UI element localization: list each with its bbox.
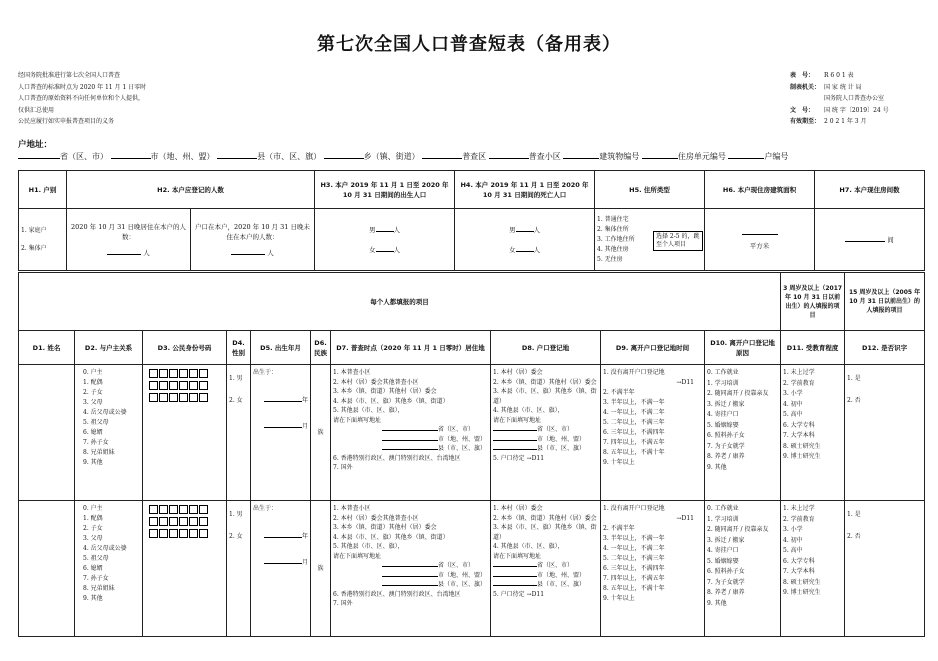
- d2-option: 8. 兄弟姐妹: [83, 449, 115, 456]
- d11-option: 7. 大学本科: [783, 432, 815, 439]
- age3-header: 3 周岁及以上（2017 年 10 月 31 日以前出生）的人填报的项目: [781, 273, 845, 331]
- d8-option: 5. 户口待定 →D11: [493, 590, 545, 598]
- d8-addr-label: 县（市、区、旗）: [537, 581, 586, 588]
- d8-addr-label: 市（地、州、盟）: [537, 435, 586, 443]
- h5-cell[interactable]: [595, 209, 705, 271]
- d11-option: 3. 小学: [783, 390, 803, 397]
- d9-skip: →D11: [676, 379, 694, 386]
- d2-cell[interactable]: [75, 501, 143, 637]
- d11-option: 8. 硕士研究生: [783, 442, 821, 450]
- d11-option: 2. 学前教育: [783, 379, 815, 387]
- meta-key: 表 号：: [790, 72, 815, 79]
- h5-option: 2. 集体住所: [597, 225, 629, 233]
- address-province-field[interactable]: [18, 151, 60, 159]
- h1-option: 2. 集体户: [21, 244, 47, 252]
- d12-header: D12. 是否识字: [845, 331, 925, 365]
- d10-option: 7. 为子女就学: [707, 442, 745, 450]
- address-census-subarea-field[interactable]: [489, 151, 529, 159]
- meta-value: 2 0 2 1 年 3 月: [824, 118, 867, 125]
- d8-city-field[interactable]: [493, 576, 537, 577]
- address-line: [18, 151, 928, 162]
- h2-resident-label: 2020 年 10 月 31 日晚居住在本户的人数：: [71, 222, 186, 241]
- h1-option: 1. 家庭户: [21, 226, 47, 234]
- d7-addr-label: 市（地、州、盟）: [437, 435, 486, 443]
- d9-cell[interactable]: [601, 365, 705, 501]
- d2-header: D2. 与户主关系: [75, 331, 143, 365]
- female-label: 女: [509, 245, 516, 254]
- d8-option: 3. 本县（市、区、旗）其他乡（镇、街道）: [493, 388, 597, 405]
- form-meta: [790, 70, 930, 128]
- d11-option: 4. 初中: [783, 400, 803, 408]
- d6-cell[interactable]: [311, 501, 331, 637]
- d8-province-field[interactable]: [493, 566, 537, 567]
- d10-cell[interactable]: [705, 365, 781, 501]
- meta-value: 国务院人口普查办公室: [824, 95, 885, 102]
- d2-option: 7. 孙子女: [83, 575, 109, 582]
- d7-option: 1. 本普查小区: [333, 369, 371, 376]
- d8-addr-label: 省（区、市）: [537, 562, 574, 569]
- d5-month-unit: 月: [301, 423, 308, 430]
- d11-header: D11. 受教育程度: [781, 331, 845, 365]
- d12-cell[interactable]: [845, 365, 925, 501]
- d7-addr-label: 省（区、市）: [437, 426, 474, 433]
- address-part: 市（地、州、盟）: [150, 152, 215, 161]
- d10-option: 8. 养老 / 康养: [707, 453, 745, 460]
- address-part: 乡（镇、街道）: [363, 152, 420, 161]
- d10-option: 0. 工作就业: [707, 505, 739, 512]
- h6-cell[interactable]: [705, 209, 815, 271]
- d11-option: 4. 初中: [783, 536, 803, 544]
- address-part: 普查小区: [528, 152, 561, 161]
- meta-key: 文 号：: [790, 106, 815, 114]
- each-person-header: 每个人都填报的项目: [19, 273, 781, 331]
- d7-option: 7. 国外: [333, 464, 353, 471]
- age15-header: 15 周岁及以上（2005 年 10 月 31 日以前出生）的人填报的项目: [845, 273, 925, 331]
- d2-option: 0. 户主: [83, 505, 103, 512]
- h7-field[interactable]: [845, 241, 885, 242]
- address-part: 户编号: [764, 152, 789, 161]
- h5-option: 5. 无住房: [597, 255, 623, 263]
- address-part: 建筑物编号: [599, 152, 640, 161]
- d7-option: 请在下面填写地址: [333, 552, 382, 560]
- d7-option: 6. 香港特别行政区、澳门特别行政区、台湾地区: [333, 590, 461, 598]
- d10-option: 6. 照料孙子女: [707, 432, 745, 439]
- meta-key: 制表机关：: [790, 83, 821, 91]
- address-label: 户地址：: [18, 140, 53, 150]
- d7-addr-label: 县（市、区、旗）: [437, 581, 486, 588]
- female-label: 女: [369, 245, 376, 254]
- d5-year-field[interactable]: [264, 401, 302, 402]
- d7-header: D7. 普查时点（2020 年 11 月 1 日零时）居住地: [331, 331, 491, 365]
- d11-cell[interactable]: [781, 501, 845, 637]
- d2-option: 1. 配偶: [83, 379, 103, 386]
- d10-header: D10. 离开户口登记地原因: [705, 331, 781, 365]
- d7-city-field[interactable]: [382, 576, 438, 577]
- d8-option: 4. 其他县（市、区、旗），: [493, 407, 564, 414]
- h3-header: H3. 本户 2019 年 11 月 1 日至 2020 年 10 月 31 日期间的出生人口: [315, 171, 455, 209]
- d9-option: 9. 十年以上: [603, 459, 635, 466]
- d6-unit: 族: [317, 428, 324, 436]
- d10-option: 3. 拆迁 / 搬家: [707, 536, 745, 544]
- h5-header: H5. 住所类型: [595, 171, 705, 209]
- h4-header: H4. 本户 2019 年 11 月 1 日至 2020 年 10 月 31 日期间的死亡人口: [455, 171, 595, 209]
- d10-option: 5. 婚姻嫁娶: [707, 557, 739, 565]
- d11-option: 8. 硕士研究生: [783, 578, 821, 586]
- h2-header: H2. 本户应登记的人数: [67, 171, 315, 209]
- unit-label: 人: [393, 245, 401, 254]
- h2-absent-field[interactable]: [231, 254, 265, 255]
- h6-unit: 平方米: [749, 242, 770, 250]
- d5-header: D5. 出生年月: [251, 331, 311, 365]
- d11-option: 9. 博士研究生: [783, 453, 821, 460]
- d2-cell[interactable]: [75, 365, 143, 501]
- h5-option: 1. 普通住宅: [597, 215, 629, 223]
- d11-option: 9. 博士研究生: [783, 589, 821, 596]
- unit-label: 人: [533, 225, 541, 234]
- d2-option: 6. 媳婿: [83, 429, 103, 436]
- d8-county-field[interactable]: [493, 449, 537, 450]
- d4-option: 1. 男: [229, 375, 243, 382]
- d2-option: 9. 其他: [83, 595, 103, 602]
- d7-county-field[interactable]: [382, 449, 438, 450]
- d7-addr-label: 省（区、市）: [437, 562, 474, 569]
- d4-cell[interactable]: [227, 501, 251, 637]
- d8-province-field[interactable]: [493, 430, 537, 431]
- address-town-field[interactable]: [324, 151, 364, 159]
- d12-cell[interactable]: [845, 501, 925, 637]
- d2-option: 0. 户主: [83, 369, 103, 376]
- d11-option: 5. 高中: [783, 411, 803, 418]
- form-title: 第七次全国人口普查短表（备用表）: [317, 34, 621, 55]
- d6-header: D6. 民族: [311, 331, 331, 365]
- d9-option: 3. 半年以上，不满一年: [603, 399, 665, 406]
- address-county-field[interactable]: [217, 151, 257, 159]
- d4-option: 1. 男: [229, 511, 243, 518]
- header-note: 公民应履行如实申报普查项目的义务: [18, 118, 115, 125]
- d7-addr-label: 市（地、州、盟）: [437, 571, 486, 579]
- address-census-area-field[interactable]: [422, 151, 462, 159]
- h2-absent-label: 户口在本户，2020 年 10 月 31 日晚未住在本户的人数：: [195, 222, 310, 241]
- d8-option: 2. 本乡（镇、街道）其他村（居）委会: [493, 378, 597, 386]
- d7-option: 请在下面填写地址: [333, 416, 382, 424]
- d8-option: 5. 户口待定 →D11: [493, 454, 545, 462]
- d9-option: 7. 四年以上，不满五年: [603, 439, 665, 446]
- d8-cell[interactable]: [491, 365, 601, 501]
- unit-label: 人: [533, 245, 541, 254]
- d9-option: 9. 十年以上: [603, 595, 635, 602]
- meta-value: 国 家 统 计 局: [824, 83, 862, 91]
- d7-province-field[interactable]: [382, 566, 438, 567]
- d5-month-unit: 月: [301, 559, 308, 566]
- h4-male-field[interactable]: [516, 231, 534, 232]
- d7-cell[interactable]: [331, 365, 491, 501]
- household-table: [18, 170, 925, 271]
- d2-option: 8. 兄弟姐妹: [83, 585, 115, 592]
- d10-option: 0. 工作就业: [707, 369, 739, 376]
- meta-value: R 6 0 1 表: [824, 72, 854, 79]
- header-note: 经国务院批准进行第七次全国人口普查: [18, 72, 121, 79]
- d4-option: 2. 女: [229, 397, 243, 404]
- unit-label: 人: [143, 248, 150, 257]
- d11-option: 1. 未上过学: [783, 369, 815, 376]
- d10-option: 5. 婚姻嫁娶: [707, 421, 739, 429]
- d2-option: 1. 配偶: [83, 515, 103, 522]
- d11-option: 2. 学前教育: [783, 515, 815, 523]
- d8-option: 请在下面填写地址: [493, 552, 542, 560]
- d9-option: 2. 不满半年: [603, 389, 635, 396]
- d7-option: 5. 其他县（市、区、旗），: [333, 407, 404, 414]
- d12-option: 2. 否: [847, 397, 861, 404]
- d2-option: 2. 子女: [83, 389, 103, 396]
- d11-option: 5. 高中: [783, 547, 803, 554]
- d9-option: 8. 五年以上，不满十年: [603, 585, 665, 592]
- h7-cell[interactable]: [815, 209, 925, 271]
- h2-resident-cell[interactable]: [67, 209, 191, 271]
- d10-option: 9. 其他: [707, 463, 727, 471]
- d4-option: 2. 女: [229, 533, 243, 540]
- d7-option: 4. 本县（市、区、旗）其他乡（镇、街道）: [333, 533, 449, 541]
- d9-option: 7. 四年以上，不满五年: [603, 575, 665, 582]
- address-unit-field[interactable]: [642, 151, 678, 159]
- d6-cell[interactable]: [311, 365, 331, 501]
- d10-option: 3. 拆迁 / 搬家: [707, 400, 745, 408]
- d3-header: D3. 公民身份号码: [143, 331, 227, 365]
- d7-option: 6. 香港特别行政区、澳门特别行政区、台湾地区: [333, 454, 461, 462]
- d10-option: 1. 学习培训: [707, 515, 739, 523]
- d10-option: 4. 寄挂户口: [707, 547, 739, 554]
- d9-option: 6. 三年以上，不满四年: [603, 429, 665, 436]
- d1-header: D1. 姓名: [19, 331, 75, 365]
- d4-header: D4. 性别: [227, 331, 251, 365]
- meta-value: 国 统 字〔2019〕24 号: [824, 106, 889, 114]
- d10-cell[interactable]: [705, 501, 781, 637]
- d9-option: 5. 二年以上，不满三年: [603, 419, 665, 426]
- d2-option: 5. 祖父母: [83, 419, 109, 426]
- d7-county-field[interactable]: [382, 585, 438, 586]
- header-note: 仅供汇总使用: [18, 106, 55, 114]
- h5-option: 4. 其他住房: [597, 245, 629, 253]
- d7-option: 5. 其他县（市、区、旗），: [333, 543, 404, 550]
- d8-option: 3. 本县（市、区、旗）其他乡（镇、街道）: [493, 524, 597, 541]
- d10-option: 4. 寄挂户口: [707, 411, 739, 418]
- h7-header: H7. 本户现住房间数: [815, 171, 925, 209]
- h3-male-field[interactable]: [376, 231, 394, 232]
- d8-county-field[interactable]: [493, 585, 537, 586]
- d7-option: 2. 本村（居）委会其他普查小区: [333, 514, 419, 522]
- d9-option: 4. 一年以上，不满二年: [603, 545, 665, 552]
- d9-option: 1. 没有离开户口登记地: [603, 505, 665, 512]
- d2-option: 5. 祖父母: [83, 555, 109, 562]
- header-note: 人口普查的原始资料不向任何单位和个人提供，: [18, 95, 145, 102]
- d9-skip: →D11: [676, 515, 694, 522]
- d9-option: 1. 没有离开户口登记地: [603, 369, 665, 376]
- d12-option: 1. 是: [847, 511, 861, 518]
- d1-name-field[interactable]: [19, 365, 75, 501]
- h1-cell[interactable]: [19, 209, 67, 271]
- d7-option: 2. 本村（居）委会其他普查小区: [333, 378, 419, 386]
- header-note: 人口普查的标准时点为 2020 年 11 月 1 日零时: [18, 83, 147, 91]
- address-part: 省（区、市）: [60, 152, 108, 161]
- h1-header: H1. 户别: [19, 171, 67, 209]
- d5-cell[interactable]: [251, 365, 311, 501]
- d9-option: 6. 三年以上，不满四年: [603, 565, 665, 572]
- d9-option: 4. 一年以上，不满二年: [603, 409, 665, 416]
- d2-option: 2. 子女: [83, 525, 103, 532]
- h3-female-field[interactable]: [376, 251, 394, 252]
- d7-option: 7. 国外: [333, 600, 353, 607]
- d2-option: 9. 其他: [83, 459, 103, 466]
- h4-cell[interactable]: [455, 209, 595, 271]
- male-label: 男: [509, 225, 516, 234]
- d5-month-field[interactable]: [264, 563, 302, 564]
- d7-province-field[interactable]: [382, 430, 438, 431]
- d8-addr-label: 县（市、区、旗）: [537, 445, 586, 452]
- d3-id-boxes[interactable]: [143, 501, 227, 637]
- meta-key: [790, 93, 824, 105]
- d11-option: 1. 未上过学: [783, 505, 815, 512]
- d10-option: 2. 随同离开 / 投靠亲友: [707, 390, 769, 397]
- d9-cell[interactable]: [601, 501, 705, 637]
- d12-option: 2. 否: [847, 533, 861, 540]
- d8-header: D8. 户口登记地: [491, 331, 601, 365]
- h7-unit: 间: [887, 236, 894, 244]
- h2-resident-field[interactable]: [107, 254, 141, 255]
- h5-skip-note: 选择 2-5 的，跳至个人项目: [653, 231, 703, 251]
- d11-cell[interactable]: [781, 365, 845, 501]
- d7-option: 3. 本乡（镇、街道）其他村（居）委会: [333, 388, 437, 395]
- address-part: 住房单元编号: [677, 152, 726, 161]
- d5-year-unit: 年: [301, 397, 308, 404]
- d2-option: 3. 父母: [83, 535, 103, 542]
- d7-option: 4. 本县（市、区、旗）其他乡（镇、街道）: [333, 397, 449, 405]
- d12-option: 1. 是: [847, 375, 861, 382]
- address-part: 县（市、区、旗）: [257, 152, 322, 161]
- d11-option: 3. 小学: [783, 526, 803, 533]
- d2-option: 4. 岳父母或公婆: [83, 409, 127, 416]
- d7-option: 3. 本乡（镇、街道）其他村（居）委会: [333, 524, 437, 531]
- address-household-field[interactable]: [728, 151, 764, 159]
- header-notes: [18, 70, 146, 128]
- d10-option: 8. 养老 / 康养: [707, 589, 745, 596]
- d2-option: 4. 岳父母或公婆: [83, 545, 127, 552]
- address-city-field[interactable]: [111, 151, 151, 159]
- d9-option: 2. 不满半年: [603, 525, 635, 532]
- d8-addr-label: 省（区、市）: [537, 426, 574, 433]
- address-building-field[interactable]: [563, 151, 599, 159]
- d4-cell[interactable]: [227, 365, 251, 501]
- d11-option: 6. 大学专科: [783, 421, 815, 429]
- d1-name-field[interactable]: [19, 501, 75, 637]
- d5-born-label: 出生于：: [253, 505, 278, 512]
- d8-cell[interactable]: [491, 501, 601, 637]
- d9-option: 3. 半年以上，不满一年: [603, 535, 665, 542]
- d7-option: 1. 本普查小区: [333, 505, 371, 512]
- d7-cell[interactable]: [331, 501, 491, 637]
- h5-option: 3. 工作地住所: [597, 235, 635, 243]
- unit-label: 人: [393, 225, 401, 234]
- d2-option: 6. 媳婿: [83, 565, 103, 572]
- d11-option: 6. 大学专科: [783, 557, 815, 565]
- person-rows: [18, 364, 925, 637]
- d8-option: 请在下面填写地址: [493, 416, 542, 424]
- male-label: 男: [369, 225, 376, 234]
- h2-absent-cell[interactable]: [191, 209, 315, 271]
- person-table: [18, 272, 925, 365]
- d5-year-field[interactable]: [264, 537, 302, 538]
- person-row: [19, 365, 925, 501]
- d10-option: 1. 学习培训: [707, 379, 739, 387]
- d5-year-unit: 年: [301, 533, 308, 540]
- d8-option: 4. 其他县（市、区、旗），: [493, 543, 564, 550]
- h3-cell[interactable]: [315, 209, 455, 271]
- unit-label: 人: [267, 248, 274, 257]
- d7-addr-label: 县（市、区、旗）: [437, 445, 486, 452]
- d2-option: 7. 孙子女: [83, 439, 109, 446]
- d10-option: 6. 照料孙子女: [707, 568, 745, 575]
- d7-city-field[interactable]: [382, 440, 438, 441]
- d9-header: D9. 离开户口登记地时间: [601, 331, 705, 365]
- d8-addr-label: 市（地、州、盟）: [537, 571, 586, 579]
- d5-month-field[interactable]: [264, 427, 302, 428]
- d10-option: 2. 随同离开 / 投靠亲友: [707, 526, 769, 533]
- d8-city-field[interactable]: [493, 440, 537, 441]
- d11-option: 7. 大学本科: [783, 568, 815, 575]
- h4-female-field[interactable]: [516, 251, 534, 252]
- h6-field[interactable]: [742, 234, 778, 235]
- d10-option: 7. 为子女就学: [707, 578, 745, 586]
- d2-option: 3. 父母: [83, 399, 103, 406]
- d9-option: 5. 二年以上，不满三年: [603, 555, 665, 562]
- d3-id-boxes[interactable]: [143, 365, 227, 501]
- h6-header: H6. 本户现住房建筑面积: [705, 171, 815, 209]
- d8-option: 1. 本村（居）委会: [493, 505, 543, 512]
- d8-option: 2. 本乡（镇、街道）其他村（居）委会: [493, 514, 597, 522]
- d5-cell[interactable]: [251, 501, 311, 637]
- d9-option: 8. 五年以上，不满十年: [603, 449, 665, 456]
- person-row: [19, 501, 925, 637]
- meta-key: 有效期至：: [790, 118, 821, 125]
- d6-unit: 族: [317, 564, 324, 572]
- address-part: 普查区: [462, 152, 487, 161]
- d5-born-label: 出生于：: [253, 369, 278, 376]
- d10-option: 9. 其他: [707, 599, 727, 607]
- d8-option: 1. 本村（居）委会: [493, 369, 543, 376]
